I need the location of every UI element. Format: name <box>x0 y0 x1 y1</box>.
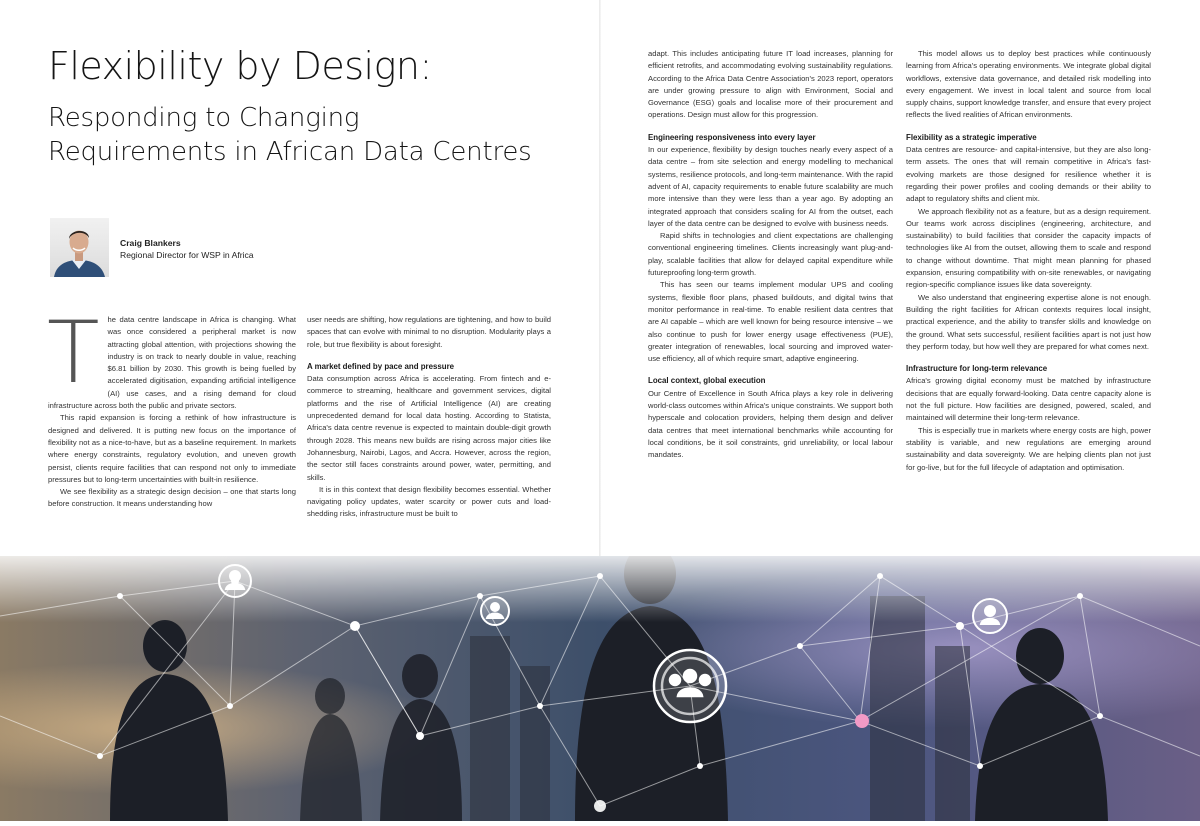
title-subtitle-line2: Requirements in African Data Centres <box>48 137 532 167</box>
paragraph: We also understand that engineering expertise alone is not enough. Building the right facilities for African contexts requires local insight, practical experience, and the ability to transfer skills and knowledge on the ground. What sets successful, resilient facilities apart is not just how they perform today, but how well they are prepared for what comes next. <box>906 292 1151 351</box>
section-heading: A market defined by pace and pressure <box>307 361 455 371</box>
author-info <box>120 237 360 261</box>
paragraph: Our Centre of Excellence in South Africa plays a key role in delivering world-class outcomes within Africa's unique constraints. We support both hyperscale and colocation providers, helping them design and deliver data centres that meet international benchmarks while accounting for local conditions, be it soil constraints, grid unreliability, or local labour mandates. <box>648 388 893 460</box>
network-people-illustration <box>0 556 1200 821</box>
paragraph: Data consumption across Africa is accelerating. From fintech and e-commerce to streaming, healthcare and government services, digital platforms and the rise of Artificial Intelligence (AI) are creating unprecedented demand for local data hosting. According to Statista, Africa's data centre revenue is expected to maintain double-digit growth through 2028. This means new builds are rising across major cities like Johannesburg, Nairobi, Lagos, and Accra. However, across the region, the sector still faces constraints around power, water, permitting, and skills. <box>307 374 551 482</box>
title-main: Flexibility by Design: <box>48 44 432 88</box>
paragraph: We see flexibility as a strategic design decision – one that starts long before construction. It means understanding how <box>48 487 296 509</box>
paragraph: This has seen our teams implement modular UPS and cooling systems, flexible floor plans, phased buildouts, and digital twins that monitor performance in real-time. To enable resilient data centres that are AI capable – which are well known for being resource intensive – we also continue to push for lower energy usage effectiveness (PUE), greater integration of renewables, local sourcing and improved water-use efficiency, all of which require smart, adaptive engineering. <box>648 280 893 364</box>
author-name: Craig Blankers <box>120 238 181 248</box>
paragraph: adapt. This includes anticipating future IT load increases, planning for efficient retrofits, and accommodating evolving sustainability regulations. According to the Africa Data Centre Association's 2023 report, operators are under growing pressure to align with Environment, Social and Governance (ESG) goals and localise more of their procurement and operations. Design must allow for this progression. <box>648 49 893 120</box>
hero-network-image <box>0 556 1200 821</box>
section-heading: Engineering responsiveness into every layer <box>648 132 816 142</box>
author-photo <box>50 218 109 277</box>
paragraph: Africa's growing digital economy must be matched by infrastructure decisions that are equally forward-looking. Data centre capacity alone is not the full picture. How facilities are designed, powered, scaled, and maintained will determine their long-term relevance. <box>906 376 1151 423</box>
paragraph: We approach flexibility not as a feature, but as a design requirement. Our teams work across disciplines (engineering, architecture, and sustainability) to build facilities that consider the capacity impacts of technologies like AI from the outset, allowing them to scale and respond to change without downtime. That might mean planning for phased expansion, ensuring compatibility with on-site renewables, or navigating region-specific compliance issues like data sovereignty. <box>906 206 1151 290</box>
paragraph: This rapid expansion is forcing a rethink of how infrastructure is designed and delivered. It is putting new focus on the importance of flexibility not as a nice-to-have, but as a baseline requirement. In markets where energy constraints, regulatory evolution, and uneven growth persist, clients require facilities that can respond not only to immediate pressures but to long-term uncertainties with built-in resilience. <box>48 413 296 484</box>
section-heading: Local context, global execution <box>648 376 766 386</box>
paragraph: This is especially true in markets where energy costs are high, power stability is variable, and new regulations are emerging around sustainability and data sovereignty. We are helping clients plan not just for go-live, but for the full lifecycle of adaptation and optimisation. <box>906 425 1151 472</box>
column-2 <box>307 314 551 521</box>
title-subtitle-line1: Responding to Changing <box>48 103 360 133</box>
column-4 <box>906 48 1151 474</box>
article-title <box>48 42 588 169</box>
drop-cap: T <box>47 303 100 403</box>
paragraph: It is in this context that design flexibility becomes essential. Whether navigating policy updates, water scarcity or power cuts and load-shedding risks, infrastructure must be built to <box>307 484 551 519</box>
paragraph: In our experience, flexibility by design touches nearly every aspect of a data centre – from site selection and energy modelling to mechanical systems, resilience protocols, and long-term maintenance. With the rapid advent of AI, capacity requirements to enable future scalability are much more intensive than they were less than a year ago. By adopting an integrated approach that considers scaling for AI from the outset, each layer of the data centre can be designed to evolve with business needs. <box>648 145 893 228</box>
section-heading: Infrastructure for long-term relevance <box>906 364 1048 374</box>
page-gutter <box>599 0 601 556</box>
paragraph: This model allows us to deploy best practices while continuously learning from Africa's operating environments. We integrate global digital workflows, extensive data governance, and detailed risk modelling into every engagement. We invest in local talent and source from local supply chains, support knowledge transfer, and ensure that every project reflects the lived realities of African environments. <box>906 49 1151 120</box>
paragraph: Rapid shifts in technologies and client expectations are challenging conventional engineering timelines. Clients increasingly want plug-and-play, scalable facilities that allow for delayed capital expenditure while futureproofing long-term growth. <box>648 231 893 278</box>
column-3 <box>648 48 893 462</box>
column-1 <box>47 303 296 511</box>
paragraph: Data centres are resource- and capital-intensive, but they are also long-term assets. The ones that will remain competitive in Africa's fast-evolving markets are those designed for resilience whether it is regarding their power profiles and cooling demands or their ability to adapt to regulatory shifts and client mix. <box>906 145 1151 204</box>
section-heading: Flexibility as a strategic imperative <box>906 132 1037 142</box>
author-role: Regional Director for WSP in Africa <box>120 250 254 260</box>
paragraph: user needs are shifting, how regulations are tightening, and how to build spaces that can evolve with minimal to no disruption. Modularity plays a role, but true flexibility is about foresight. <box>307 315 551 349</box>
author-avatar <box>50 218 109 277</box>
intro-paragraph: T he data centre landscape in Africa is changing. What was once considered a peripheral market is now attracting global attention, with projections showing the industry is on track to nearly double in value, reaching $6.81 billion by 2030. This growth is being fuelled by accelerated digitisation, expanding artificial intelligence (AI) use cases, and a rising demand for cloud infrastructure across both the public and private sectors. <box>47 303 296 411</box>
